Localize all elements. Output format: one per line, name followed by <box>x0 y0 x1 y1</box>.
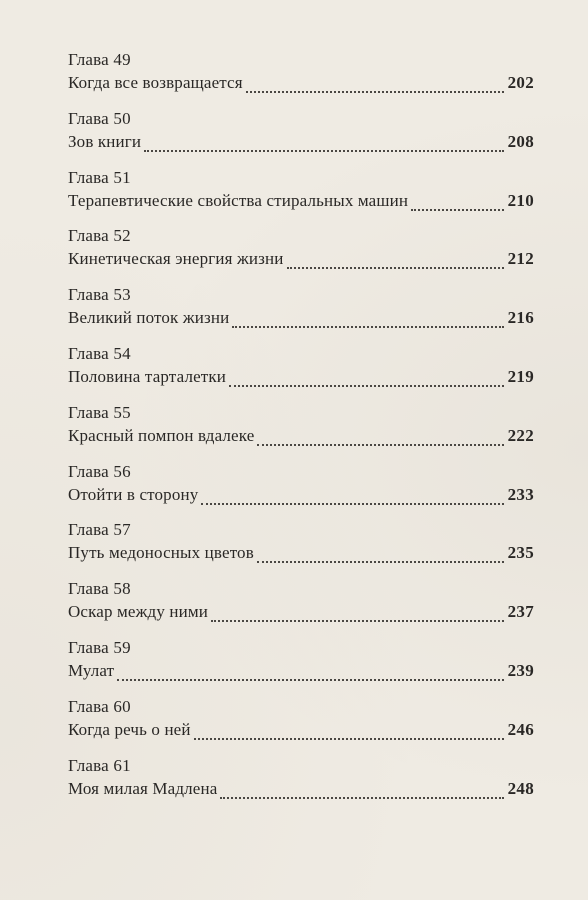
chapter-number: Глава 54 <box>68 343 131 363</box>
toc-entry-59 <box>68 638 534 697</box>
chapter-title: Оскар между ними <box>68 602 209 622</box>
page-number: 222 <box>507 425 534 445</box>
toc-entry-54 <box>68 344 534 403</box>
toc-line <box>68 484 534 508</box>
toc-entry-57 <box>68 520 534 579</box>
toc-entry-61 <box>68 756 534 815</box>
chapter-number: Глава 56 <box>68 461 131 481</box>
toc-line <box>68 601 534 625</box>
toc-entry-50 <box>68 109 534 168</box>
chapter-title: Мулат <box>68 660 115 680</box>
chapter-title: Моя милая Мадлена <box>68 778 218 798</box>
chapter-title: Кинетическая энергия жизни <box>68 249 284 269</box>
dot-leader <box>232 324 503 328</box>
dot-leader <box>229 383 504 387</box>
toc-line <box>68 190 534 214</box>
toc-line <box>68 542 534 566</box>
dot-leader <box>246 89 504 93</box>
toc-line <box>68 425 534 449</box>
toc-entry-51 <box>68 168 534 227</box>
dot-leader <box>211 618 504 622</box>
chapter-number: Глава 49 <box>68 50 131 69</box>
toc-entry-58 <box>68 579 534 638</box>
chapter-number: Глава 59 <box>68 637 131 657</box>
page-number: 237 <box>507 602 534 622</box>
toc-line <box>68 719 534 743</box>
page-number: 212 <box>507 249 534 269</box>
chapter-number: Глава 55 <box>68 402 131 422</box>
toc-entry-56 <box>68 462 534 521</box>
dot-leader <box>201 501 503 505</box>
page-number: 219 <box>507 366 534 386</box>
toc-line <box>68 307 534 331</box>
page-number: 208 <box>507 131 534 151</box>
chapter-number: Глава 52 <box>68 226 131 246</box>
toc-entry-53 <box>68 285 534 344</box>
chapter-title: Отойти в сторону <box>68 484 199 504</box>
page-number: 248 <box>507 778 534 798</box>
page-number: 246 <box>507 719 534 739</box>
chapter-title: Половина тарталетки <box>68 366 227 386</box>
chapter-number: Глава 53 <box>68 285 131 305</box>
chapter-title: Зов книги <box>68 131 142 151</box>
page-number: 202 <box>507 73 534 92</box>
toc-line <box>68 660 534 684</box>
table-of-contents <box>68 50 534 814</box>
dot-leader <box>220 795 503 799</box>
toc-entry-49 <box>68 50 534 109</box>
toc-entry-60 <box>68 697 534 756</box>
page-number: 216 <box>507 308 534 328</box>
page-number: 233 <box>507 484 534 504</box>
chapter-number: Глава 51 <box>68 167 131 187</box>
chapter-number: Глава 61 <box>68 755 131 775</box>
page-number: 239 <box>507 660 534 680</box>
chapter-number: Глава 50 <box>68 108 131 128</box>
dot-leader <box>257 559 504 563</box>
dot-leader <box>117 677 503 681</box>
page-number: 210 <box>507 190 534 210</box>
toc-line <box>68 248 534 272</box>
chapter-title: Когда все возвращается <box>68 73 243 92</box>
toc-line <box>68 131 534 155</box>
chapter-title: Терапевтические свойства стиральных машин <box>68 190 409 210</box>
dot-leader <box>144 148 503 152</box>
dot-leader <box>194 736 504 740</box>
toc-line <box>68 366 534 390</box>
toc-line <box>68 72 534 96</box>
dot-leader <box>257 442 503 446</box>
toc-entry-55 <box>68 403 534 462</box>
chapter-number: Глава 57 <box>68 520 131 540</box>
toc-line <box>68 778 534 802</box>
chapter-title: Великий поток жизни <box>68 308 230 328</box>
chapter-title: Красный помпон вдалеке <box>68 425 255 445</box>
dot-leader <box>287 265 504 269</box>
chapter-title: Путь медоносных цветов <box>68 543 254 563</box>
chapter-number: Глава 60 <box>68 696 131 716</box>
dot-leader <box>411 207 503 211</box>
chapter-number: Глава 58 <box>68 579 131 599</box>
toc-entry-52 <box>68 226 534 285</box>
chapter-title: Когда речь о ней <box>68 719 191 739</box>
page-number: 235 <box>507 543 534 563</box>
